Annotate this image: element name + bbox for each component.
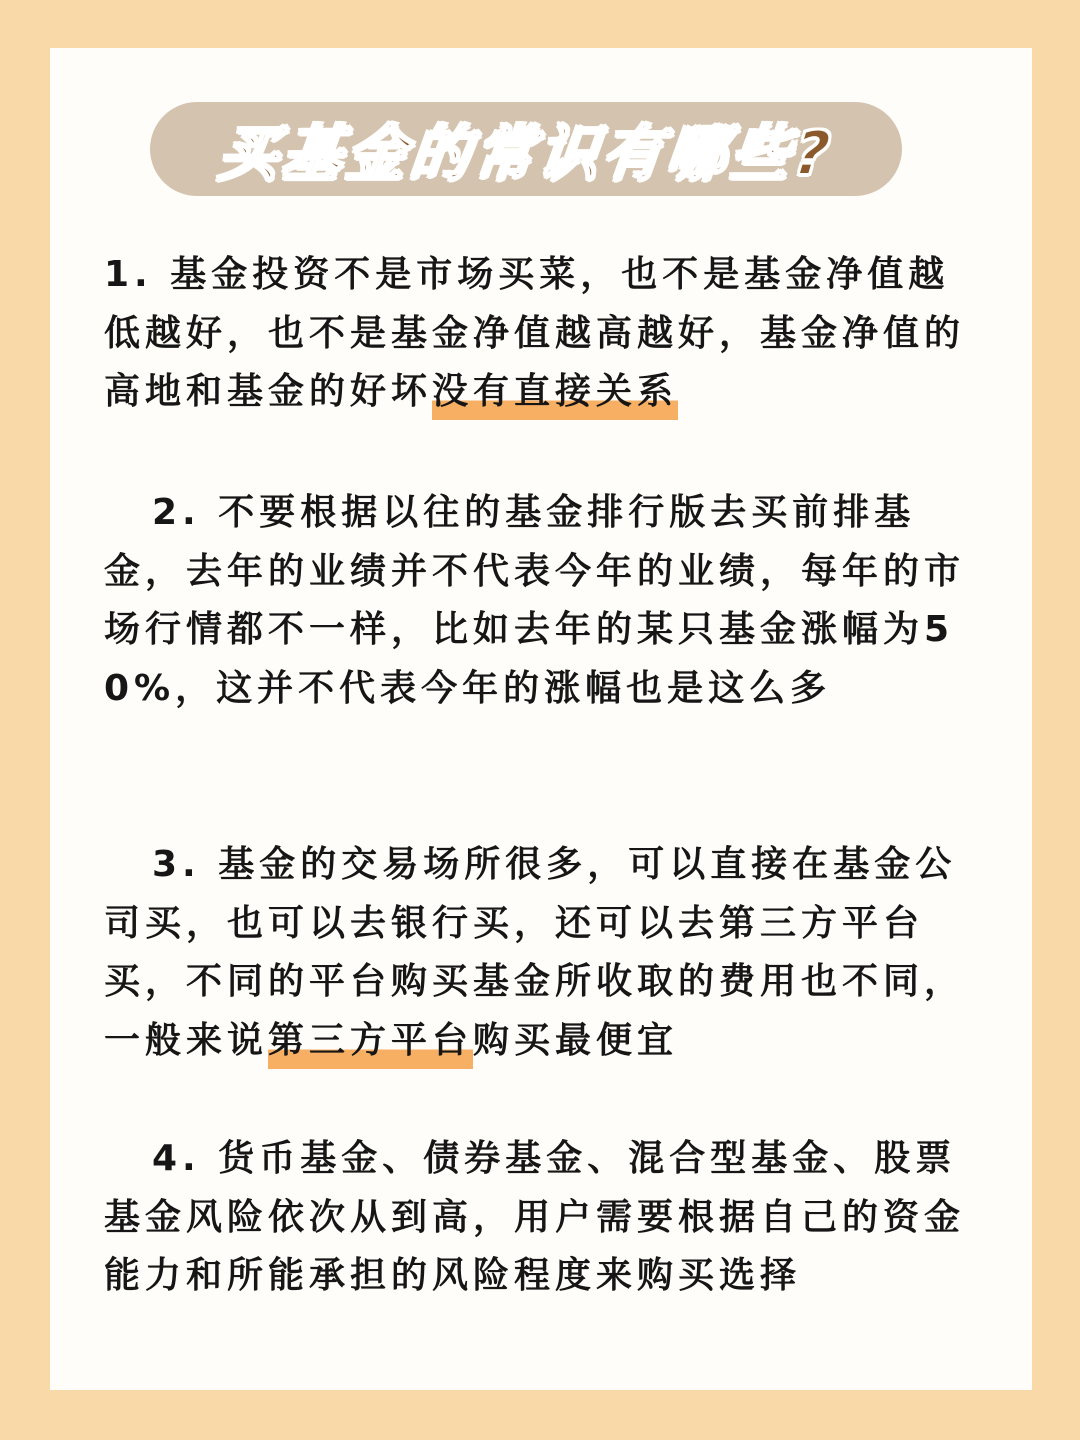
tip-3-text: 3. 基金的交易场所很多，可以直接在基金公司买，也可以去银行买，还可以去第三方平台买，不同的平台购买基金所收取的费用也不同，一般来说 [104, 844, 966, 1061]
tip-paragraph-1 [104, 246, 976, 422]
tip-3-text-after: 购买最便宜 [473, 1019, 679, 1061]
tip-1-text: 1. 基金投资不是市场买菜，也不是基金净值越低越好，也不是基金净值越高越好，基金净值的高地和基金的好坏 [104, 254, 966, 412]
tip-4-text: 4. 货币基金、债券基金、混合型基金、股票基金风险依次从到高，用户需要根据自己的资金能力和所能承担的风险程度来购买选择 [104, 1138, 966, 1296]
tip-1-highlight: 没有直接关系 [432, 371, 678, 420]
tip-paragraph-3 [104, 836, 976, 1070]
tip-paragraph-4 [104, 1130, 976, 1306]
tip-2-text: 2. 不要根据以往的基金排行版去买前排基金，去年的业绩并不代表今年的业绩，每年的市场行情都不一样，比如去年的某只基金涨幅为50%，这并不代表今年的涨幅也是这么多 [104, 492, 966, 709]
page-title: 买基金的常识有哪些? [214, 119, 837, 189]
tip-3-highlight: 第三方平台 [268, 1020, 473, 1069]
title-banner [150, 102, 902, 196]
tip-paragraph-2 [104, 484, 976, 718]
